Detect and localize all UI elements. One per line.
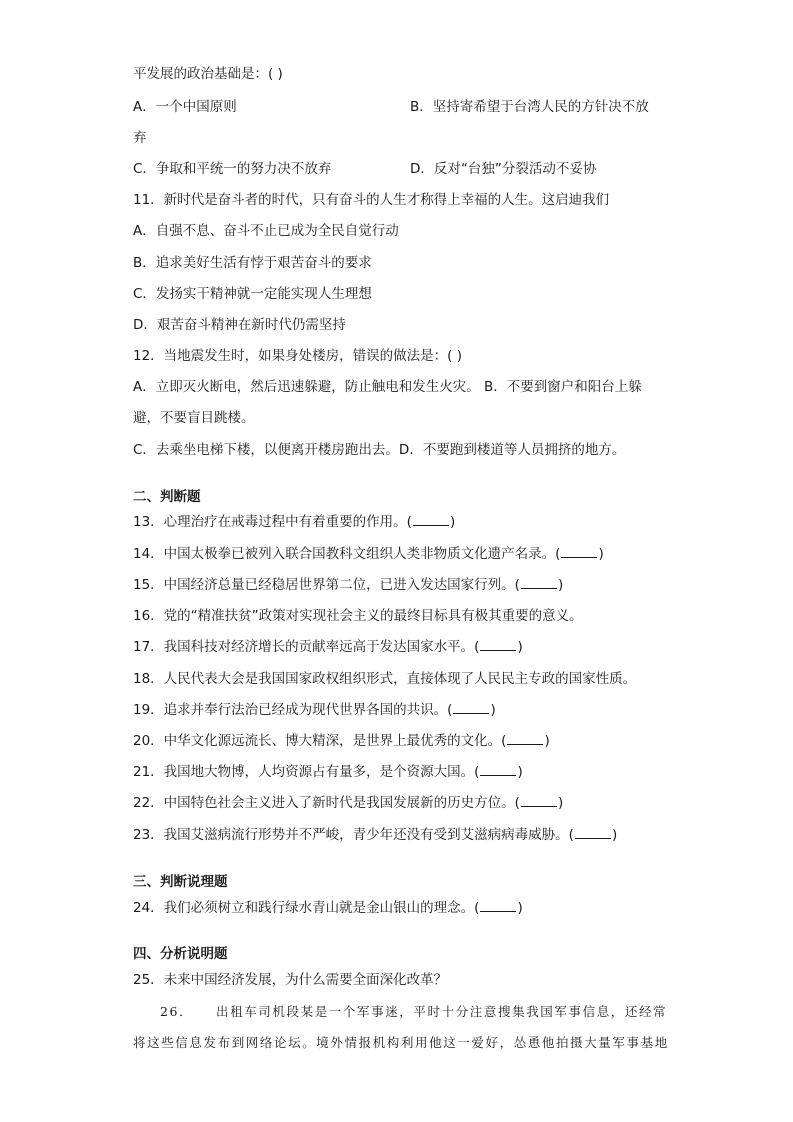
- judgment-item-17: [133, 637, 523, 657]
- section-heading-judgment: 二、判断题: [133, 489, 201, 505]
- judgment-item-18: [133, 669, 636, 689]
- q10-option-d: D．反对“台独”分裂活动不妥协: [410, 161, 597, 177]
- answer-blank[interactable]: [480, 763, 516, 776]
- item-close: ): [517, 639, 523, 655]
- judgment-item-15: [133, 575, 563, 595]
- item-close: ): [544, 733, 550, 749]
- answer-blank[interactable]: [575, 826, 611, 839]
- item-text: 23．我国艾滋病流行形势并不严峻，青少年还没有受到艾滋病病毒威胁。(: [133, 827, 574, 843]
- answer-blank[interactable]: [480, 899, 516, 912]
- item-text: 15．中国经济总量已经稳居世界第二位，已进入发达国家行列。(: [133, 577, 520, 593]
- q11-option-a: A．自强不息、奋斗不止已成为全民自觉行动: [133, 223, 399, 239]
- q12-options-cd: C．去乘坐电梯下楼，以便离开楼房跑出去。D．不要跑到楼道等人员拥挤的地方。: [133, 442, 626, 458]
- answer-blank[interactable]: [453, 701, 489, 714]
- answer-blank[interactable]: [507, 732, 543, 745]
- q12-options-ab-wrap: 避，不要盲目跳楼。: [133, 410, 255, 426]
- judgment-item-16: [133, 606, 583, 626]
- item-text-line1: 出租车司机段某是一个军事迷，平时十分注意搜集我国军事信息，还经常: [216, 1004, 668, 1019]
- item-text: 24．我们必须树立和践行绿水青山就是金山银山的理念。(: [133, 900, 480, 916]
- section-heading-reasoning: 三、判断说理题: [133, 874, 228, 890]
- q10-stem-tail: 平发展的政治基础是：( ): [133, 66, 283, 82]
- item-close: ): [557, 795, 564, 811]
- q11-option-c: C．发扬实干精神就一定能实现人生理想: [133, 286, 372, 302]
- item-text: 14．中国太极拳已被列入联合国教科文组织人类非物质文化遗产名录。(: [133, 546, 561, 562]
- item-text: 20．中华文化源远流长、博大精深，是世界上最优秀的文化。(: [133, 733, 507, 749]
- item-close: ): [611, 827, 618, 843]
- judgment-item-20: [133, 731, 550, 751]
- q10-option-c: C．争取和平统一的努力决不放弃: [133, 161, 332, 177]
- analysis-item-25: 25．未来中国经济发展，为什么需要全面深化改革？: [133, 972, 448, 988]
- q10-option-b: B．坚持寄希望于台湾人民的方针决不放: [410, 99, 649, 115]
- item-text: 19．追求并奉行法治已经成为现代世界各国的共识。(: [133, 702, 453, 718]
- item-number: 26．: [160, 1004, 194, 1019]
- answer-blank[interactable]: [521, 794, 557, 807]
- q11-stem: 11．新时代是奋斗者的时代，只有奋斗的人生才称得上幸福的人生。这启迪我们: [133, 192, 610, 208]
- item-close: ): [598, 546, 604, 562]
- q12-stem: 12．当地震发生时，如果身处楼房，错误的做法是：( ): [133, 348, 463, 364]
- answer-blank[interactable]: [480, 638, 516, 651]
- judgment-item-23: [133, 825, 617, 845]
- item-text: 16．党的“精准扶贫”政策对实现社会主义的最终目标具有极其重要的意义。: [133, 608, 583, 624]
- judgment-item-21: [133, 762, 523, 782]
- judgment-item-14: [133, 544, 604, 564]
- item-text: 22．中国特色社会主义进入了新时代是我国发展新的历史方位。(: [133, 795, 520, 811]
- q10-option-b-wrap: 弃: [133, 130, 147, 146]
- judgment-item-22: [133, 793, 563, 813]
- q11-option-b: B．追求美好生活有悖于艰苦奋斗的要求: [133, 255, 372, 271]
- analysis-item-26-line2: 将这些信息发布到网络论坛。境外情报机构利用他这一爱好，怂恿他拍摄大量军事基地: [133, 1035, 669, 1050]
- answer-blank[interactable]: [561, 545, 597, 558]
- judgment-item-19: [133, 700, 496, 720]
- reasoning-item-24: [133, 898, 523, 918]
- judgment-item-13: [133, 512, 455, 532]
- item-text: 17．我国科技对经济增长的贡献率远高于发达国家水平。(: [133, 639, 480, 655]
- answer-blank[interactable]: [413, 513, 449, 526]
- q12-options-ab: A．立即灭火断电，然后迅速躲避，防止触电和发生火灾。 B．不要到窗户和阳台上躲: [133, 379, 642, 395]
- item-close: ): [449, 514, 456, 530]
- item-close: ): [517, 900, 523, 916]
- item-close: ): [517, 764, 523, 780]
- answer-blank[interactable]: [521, 576, 557, 589]
- item-text: 13．心理治疗在戒毒过程中有着重要的作用。(: [133, 514, 412, 530]
- item-text: 21．我国地大物博，人均资源占有量多，是个资源大国。(: [133, 764, 480, 780]
- item-close: ): [490, 702, 496, 718]
- q10-option-a: A．一个中国原则: [133, 99, 237, 115]
- item-text: 18．人民代表大会是我国国家政权组织形式，直接体现了人民民主专政的国家性质。: [133, 671, 637, 687]
- section-heading-analysis: 四、分析说明题: [133, 946, 228, 962]
- item-close: ): [557, 577, 564, 593]
- q11-option-d: D．艰苦奋斗精神在新时代仍需坚持: [133, 317, 346, 333]
